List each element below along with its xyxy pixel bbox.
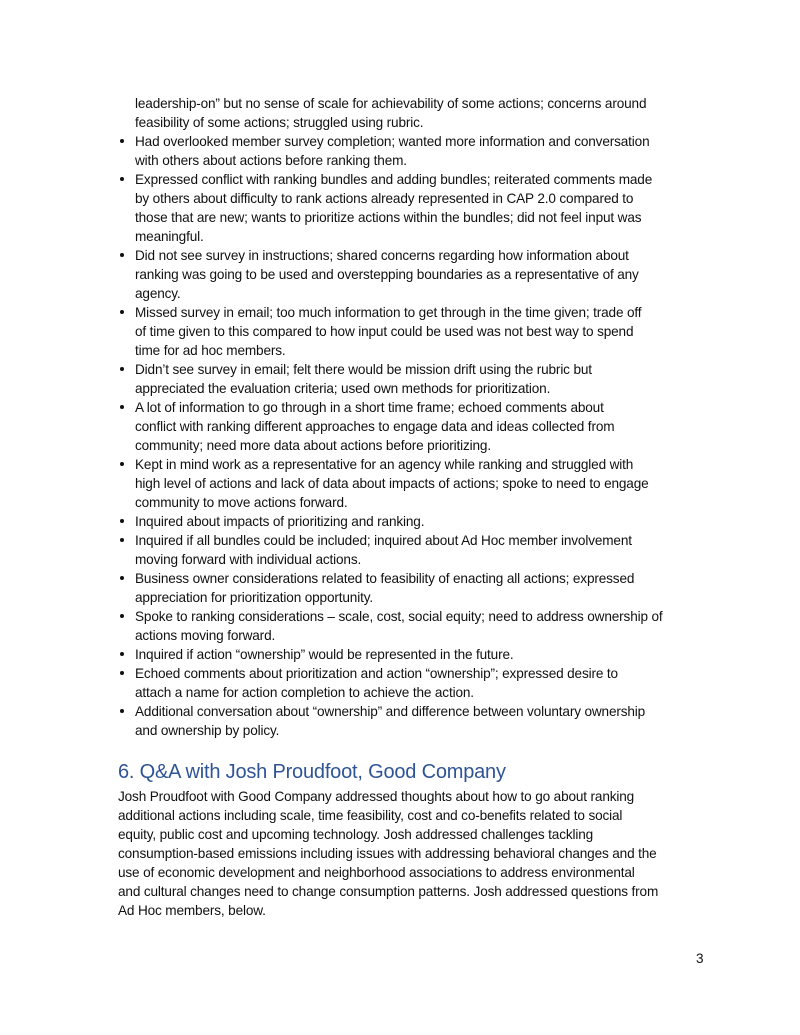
list-item: [120, 512, 663, 531]
text-line: attach a name for action completion to achieve the action.: [135, 685, 474, 700]
list-item: [120, 702, 663, 740]
text-line: community; need more data about actions before prioritizing.: [135, 438, 491, 453]
text-line: of time given to this compared to how input could be used was not best way to spend: [135, 324, 634, 339]
text-line: moving forward with individual actions.: [135, 552, 362, 567]
text-line: ranking was going to be used and overstepping boundaries as a representative of any: [135, 267, 639, 282]
page-number: 3: [696, 951, 704, 966]
text-line: by others about difficulty to rank actions already represented in CAP 2.0 compared to: [135, 191, 634, 206]
bullet-icon: [120, 462, 124, 466]
section-heading: 6. Q&A with Josh Proudfoot, Good Company: [118, 761, 506, 783]
bullet-icon: [120, 519, 124, 523]
text-line: appreciation for prioritization opportunity.: [135, 590, 373, 605]
text-line: Spoke to ranking considerations – scale, cost, social equity; need to address ownership of: [135, 609, 663, 624]
list-item: [120, 246, 663, 303]
text-line: appreciated the evaluation criteria; used own methods for prioritization.: [135, 381, 551, 396]
bullet-icon: [120, 671, 124, 675]
text-line: conflict with ranking different approaches to engage data and ideas collected from: [135, 419, 615, 434]
text-line: with others about actions before ranking them.: [135, 153, 407, 168]
list-item: [120, 569, 663, 607]
text-line: Ad Hoc members, below.: [118, 903, 266, 918]
text-line: Missed survey in email; too much information to get through in the time given; trade off: [135, 305, 642, 320]
text-line: leadership-on” but no sense of scale for achievability of some actions; concerns around: [135, 96, 647, 111]
list-item: [120, 531, 663, 569]
bullet-icon: [120, 538, 124, 542]
text-line: Inquired if action “ownership” would be represented in the future.: [135, 647, 514, 662]
bullet-icon: [120, 652, 124, 656]
list-item: [120, 645, 663, 664]
text-line: Business owner considerations related to feasibility of enacting all actions; expressed: [135, 571, 635, 586]
text-line: Expressed conflict with ranking bundles and adding bundles; reiterated comments made: [135, 172, 653, 187]
bullet-icon: [120, 709, 124, 713]
list-item: [120, 607, 663, 645]
list-item: [120, 303, 663, 360]
text-line: actions moving forward.: [135, 628, 276, 643]
text-line: Did not see survey in instructions; shared concerns regarding how information about: [135, 248, 629, 263]
text-line: feasibility of some actions; struggled using rubric.: [135, 115, 424, 130]
text-line: Had overlooked member survey completion; wanted more information and conversation: [135, 134, 650, 149]
text-line: and cultural changes need to change consumption patterns. Josh addressed questions from: [118, 884, 659, 899]
text-line: and ownership by policy.: [135, 723, 280, 738]
text-line: Additional conversation about “ownership” and difference between voluntary ownership: [135, 704, 646, 719]
bullet-icon: [120, 367, 124, 371]
text-line: Didn’t see survey in email; felt there would be mission drift using the rubric but: [135, 362, 592, 377]
text-line: Josh Proudfoot with Good Company addressed thoughts about how to go about ranking: [118, 789, 635, 804]
text-line: time for ad hoc members.: [135, 343, 286, 358]
bullet-icon: [120, 310, 124, 314]
list-item: [120, 664, 663, 702]
section-paragraph: [118, 787, 658, 920]
bullet-list: [120, 132, 663, 740]
bullet-icon: [120, 576, 124, 580]
text-line: those that are new; wants to prioritize actions within the bundles; did not feel input was: [135, 210, 642, 225]
bullet-icon: [120, 614, 124, 618]
text-line: A lot of information to go through in a short time frame; echoed comments about: [135, 400, 604, 415]
bullet-icon: [120, 177, 124, 181]
list-item: [120, 360, 663, 398]
text-line: additional actions including scale, time feasibility, cost and co-benefits related to social: [118, 808, 623, 823]
text-line: Echoed comments about prioritization and action “ownership”; expressed desire to: [135, 666, 618, 681]
text-line: Inquired about impacts of prioritizing and ranking.: [135, 514, 425, 529]
text-line: Kept in mind work as a representative for an agency while ranking and struggled with: [135, 457, 634, 472]
list-item: [120, 170, 663, 246]
text-line: consumption-based emissions including issues with addressing behavioral changes and the: [118, 846, 657, 861]
text-line: Inquired if all bundles could be included; inquired about Ad Hoc member involvement: [135, 533, 632, 548]
continued-bullet-text: [135, 94, 646, 132]
list-item: [120, 455, 663, 512]
list-item: [120, 132, 663, 170]
text-line: equity, public cost and upcoming technology. Josh addressed challenges tackling: [118, 827, 594, 842]
bullet-icon: [120, 139, 124, 143]
list-item: [120, 398, 663, 455]
bullet-icon: [120, 405, 124, 409]
text-line: use of economic development and neighborhood associations to address environmental: [118, 865, 635, 880]
text-line: high level of actions and lack of data about impacts of actions; spoke to need to engage: [135, 476, 649, 491]
text-line: meaningful.: [135, 229, 204, 244]
text-line: agency.: [135, 286, 181, 301]
text-line: community to move actions forward.: [135, 495, 348, 510]
bullet-icon: [120, 253, 124, 257]
